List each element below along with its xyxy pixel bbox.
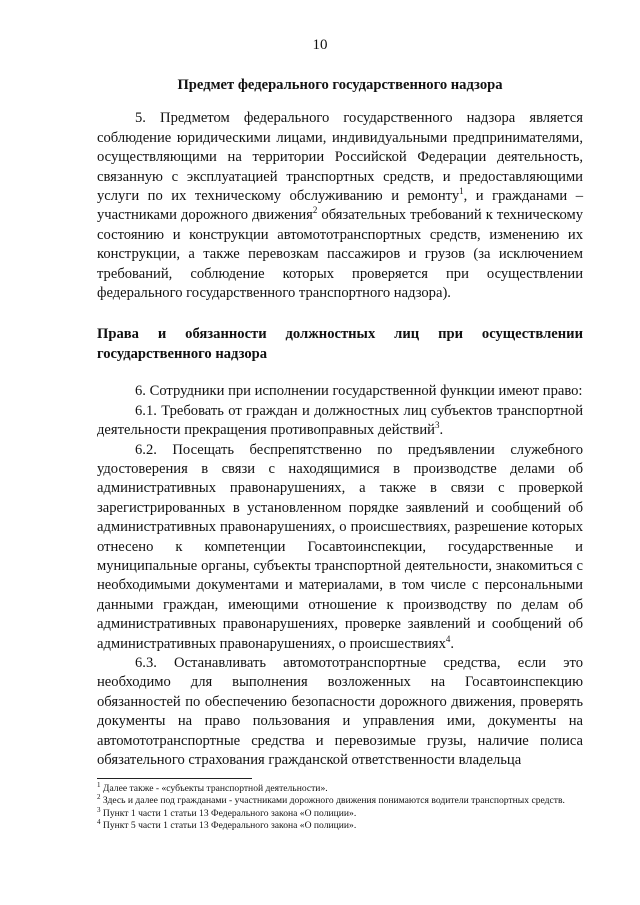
paragraph-6: 6. Сотрудники при исполнении государственной функции имеют право: (135, 383, 583, 400)
footnote-1 (97, 780, 583, 795)
footnote-2-number: 2 (97, 793, 101, 802)
footnote-ref-1: 1 (459, 186, 464, 197)
paragraph-5 (97, 109, 583, 303)
footnote-1-text: Далее также - «субъекты транспортной деятельности». (102, 783, 328, 794)
paragraph-6-1 (97, 402, 583, 441)
paragraph-5-text-a: 5. Предметом федерального государственного надзора является соблюдение юридическими лицами, индивидуальными предпринимателями, осуществляющими на территории Российской Федерации деятельность, связанную с эксплуатацией транспортных средств, и предоставляющими услуги по их техническому обслуживанию и ремонту (97, 110, 583, 205)
paragraph-6-1-text: 6.1. Требовать от граждан и должностных лиц субъектов транспортной деятельности прекращения противоправных действий (97, 402, 583, 439)
footnote-4-text: Пункт 5 части 1 статьи 13 Федерального закона «О полиции». (102, 820, 357, 832)
section-heading-rights: Права и обязанности должностных лиц при осуществлении государственного надзора (97, 326, 583, 362)
footnote-divider (97, 778, 252, 779)
footnote-1-number: 1 (97, 780, 101, 789)
footnote-3 (97, 805, 583, 820)
paragraph-5-text-b: , и гражданами – участниками дорожного движения (97, 188, 583, 224)
footnote-3-number: 3 (97, 805, 101, 814)
page-number: 10 (312, 37, 328, 53)
footnote-4 (97, 820, 583, 832)
footnote-ref-2: 2 (312, 205, 318, 216)
paragraph-6-2-text: 6.2. Посещать беспрепятственно по предъявлении служебного удостоверения в связи с находящимися в производстве делами об административных правонарушениях, а также в связи с проверкой зарегистрированных в установленном порядке заявлений и сообщений об административных правонарушениях, о происшествиях, разрешение которых отнесено к компетенции Госавтоинспекции, государственные и муниципальные органы, субъекты транспортной деятельности, знакомиться с необходимыми документами и материалами, в том числе с персональными данными граждан, имеющими отношение к производству по делам об административных правонарушениях, проверке заявлений и сообщений об административных правонарушениях, о происшествиях (97, 441, 583, 652)
footnote-4-number: 4 (97, 818, 101, 827)
section-heading-subject: Предмет федерального государственного надзора (177, 77, 503, 93)
footnote-ref-4: 4 (445, 633, 451, 644)
footnote-2 (97, 795, 583, 807)
paragraph-6-1-end: . (439, 422, 444, 439)
footnote-3-text: Пункт 1 части 1 статьи 13 Федерального закона «О полиции». (102, 807, 357, 819)
paragraph-6-3: 6.3. Останавливать автомототранспортные средства, если это необходимо для выполнения возложенных на Госавтоинспекцию обязанностей по обеспечению безопасности дорожного движения, проверять документы на право пользования и управления ими, документы на автомототранспортные средства и перевозимые грузы, наличие полиса обязательного страхования гражданской ответственности владельца (97, 654, 583, 768)
footnote-ref-3: 3 (434, 420, 440, 431)
paragraph-6-2 (97, 441, 583, 654)
page-body (97, 76, 583, 770)
paragraph-5-text-c: обязательных требований к техническому состоянию и конструкции автомототранспортных средств, изменению их конструкции, а также перевозкам пассажиров и грузов (за исключением требований, соблюдение которых проверяется при осуществлении федерального государственного транспортного надзора). (97, 207, 583, 302)
footnote-2-text: Здесь и далее под гражданами - участниками дорожного движения понимаются водители транспортных средств. (102, 795, 565, 807)
paragraph-6-2-end: . (450, 635, 455, 652)
footnotes (97, 780, 583, 833)
